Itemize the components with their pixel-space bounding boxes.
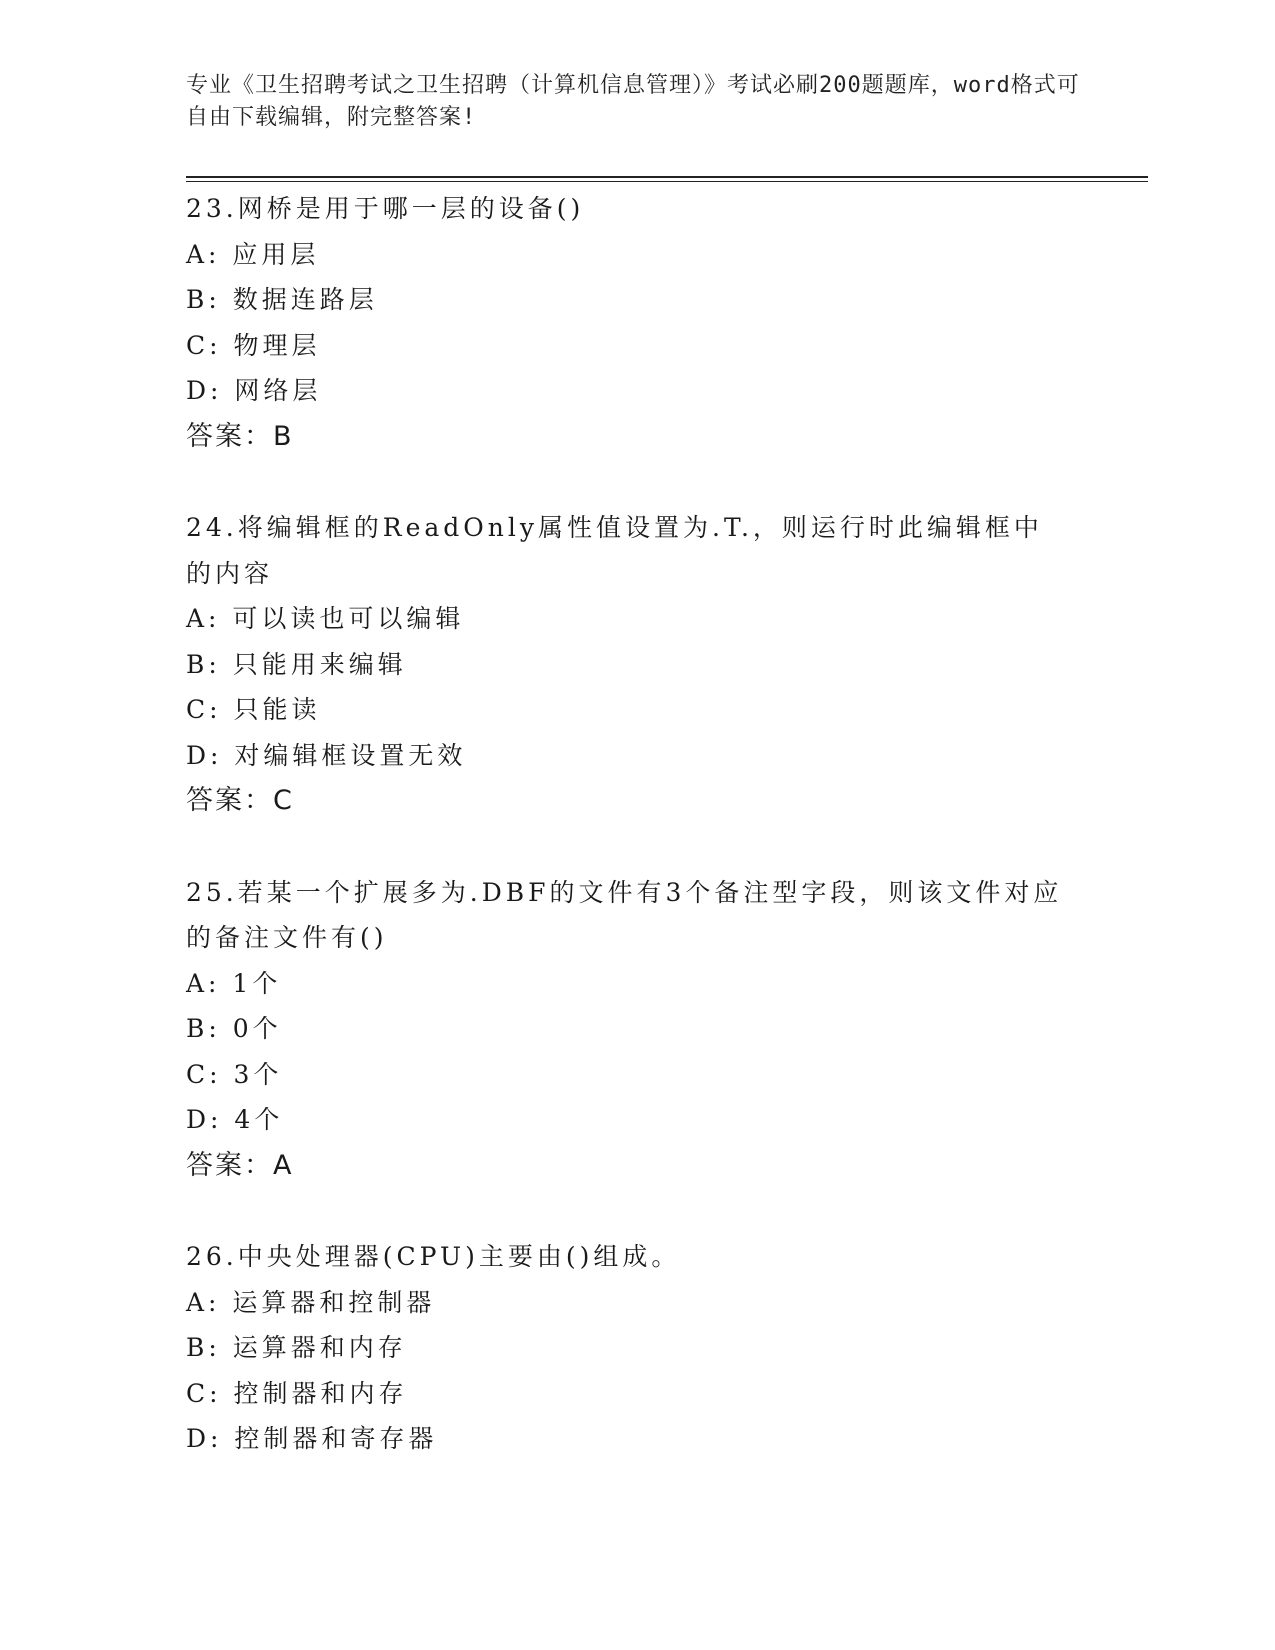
question-23 — [186, 186, 1086, 459]
option-b: B: 数据连路层 — [186, 285, 378, 314]
header-divider-thin — [186, 181, 1148, 182]
question-list — [186, 186, 1086, 1508]
option-b: B: 运算器和内存 — [186, 1333, 407, 1362]
question-24 — [186, 505, 1086, 824]
option-a: A: 1个 — [186, 968, 282, 998]
question-26 — [186, 1234, 1086, 1462]
option-c: C: 3个 — [186, 1059, 283, 1089]
question-stem: 26.中央处理器(CPU)主要由()组成。 — [186, 1242, 681, 1271]
option-d: D: 控制器和寄存器 — [186, 1424, 438, 1453]
answer-label: 答案：C — [186, 785, 294, 816]
question-stem: 23.网桥是用于哪一层的设备() — [186, 194, 585, 223]
question-stem: 24.将编辑框的ReadOnly属性值设置为.T.，则运行时此编辑框中的内容 — [186, 513, 1043, 588]
option-d: D: 对编辑框设置无效 — [186, 740, 467, 770]
option-a: A: 运算器和控制器 — [186, 1287, 436, 1317]
header-divider-thick — [186, 176, 1148, 178]
question-25 — [186, 870, 1086, 1189]
option-a: A: 可以读也可以编辑 — [186, 604, 465, 633]
question-stem: 25.若某一个扩展多为.DBF的文件有3个备注型字段，则该文件对应的备注文件有() — [186, 877, 1063, 952]
option-a: A: 应用层 — [186, 239, 320, 269]
option-c: C: 只能读 — [186, 695, 321, 724]
answer-label: 答案：A — [186, 1149, 294, 1181]
document-header: 专业《卫生招聘考试之卫生招聘（计算机信息管理）》考试必刷200题题库，word格式可自由下载编辑，附完整答案! — [186, 73, 1080, 130]
option-b: B: 只能用来编辑 — [186, 649, 407, 679]
answer-label: 答案：B — [186, 420, 294, 452]
option-b: B: 0个 — [186, 1014, 282, 1043]
option-d: D: 4个 — [186, 1105, 284, 1134]
option-c: C: 物理层 — [186, 330, 321, 360]
option-d: D: 网络层 — [186, 376, 322, 405]
option-c: C: 控制器和内存 — [186, 1378, 408, 1408]
